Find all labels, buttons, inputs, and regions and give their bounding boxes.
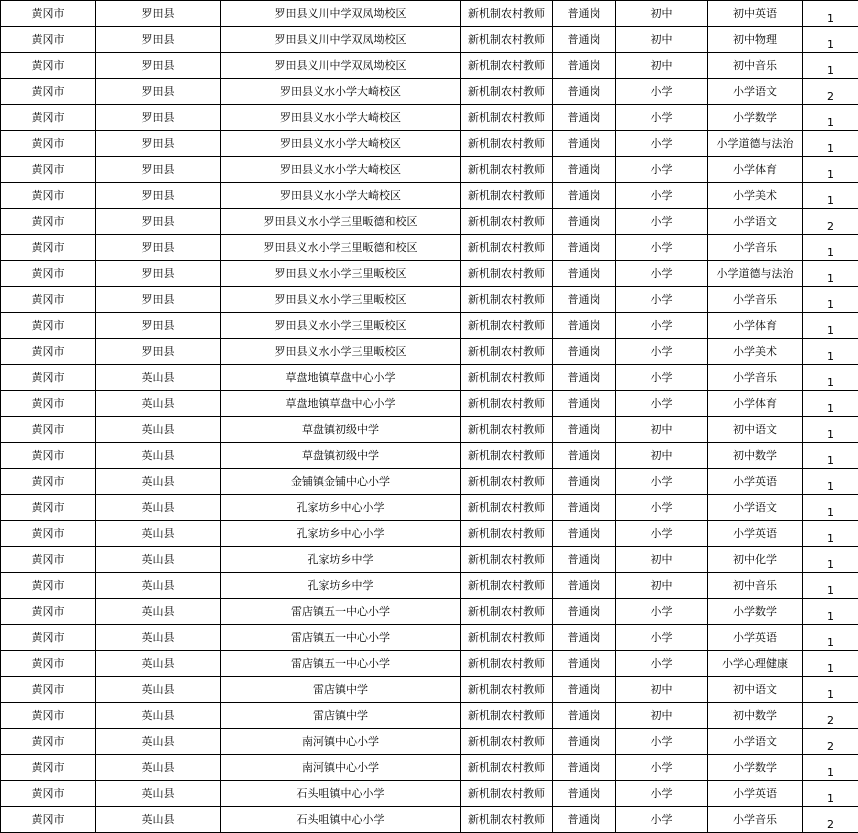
city-cell[interactable]: 黄冈市	[1, 755, 96, 781]
county-cell[interactable]: 罗田县	[96, 131, 221, 157]
post-type-cell[interactable]: 普通岗	[553, 391, 616, 417]
table-row	[1, 391, 858, 417]
program-cell[interactable]: 新机制农村教师	[461, 339, 553, 365]
program-cell[interactable]: 新机制农村教师	[461, 495, 553, 521]
city-cell[interactable]: 黄冈市	[1, 183, 96, 209]
level-cell[interactable]: 初中	[616, 1, 708, 27]
post-type-cell[interactable]: 普通岗	[553, 27, 616, 53]
subject-cell[interactable]: 小学美术	[708, 339, 803, 365]
level-cell[interactable]: 小学	[616, 209, 708, 235]
count-cell[interactable]: 1	[803, 781, 858, 807]
post-type-cell[interactable]: 普通岗	[553, 625, 616, 651]
program-cell[interactable]: 新机制农村教师	[461, 79, 553, 105]
school-cell[interactable]: 罗田县义川中学双凤坳校区	[221, 53, 461, 79]
subject-cell[interactable]: 小学体育	[708, 391, 803, 417]
county-cell[interactable]: 英山县	[96, 521, 221, 547]
school-cell[interactable]: 罗田县义水小学大崎校区	[221, 157, 461, 183]
count-cell[interactable]: 1	[803, 599, 858, 625]
city-cell[interactable]: 黄冈市	[1, 209, 96, 235]
post-type-cell[interactable]: 普通岗	[553, 495, 616, 521]
count-cell[interactable]: 2	[803, 807, 858, 833]
table-row	[1, 339, 858, 365]
level-cell[interactable]: 小学	[616, 651, 708, 677]
city-cell[interactable]: 黄冈市	[1, 79, 96, 105]
post-type-cell[interactable]: 普通岗	[553, 729, 616, 755]
city-cell[interactable]: 黄冈市	[1, 287, 96, 313]
table-row	[1, 651, 858, 677]
level-cell[interactable]: 小学	[616, 235, 708, 261]
county-cell[interactable]: 罗田县	[96, 157, 221, 183]
table-row	[1, 469, 858, 495]
level-cell[interactable]: 小学	[616, 157, 708, 183]
count-cell[interactable]: 1	[803, 261, 858, 287]
post-type-cell[interactable]: 普通岗	[553, 183, 616, 209]
city-cell[interactable]: 黄冈市	[1, 651, 96, 677]
subject-cell[interactable]: 小学音乐	[708, 287, 803, 313]
county-cell[interactable]: 英山县	[96, 469, 221, 495]
program-cell[interactable]: 新机制农村教师	[461, 131, 553, 157]
subject-cell[interactable]: 小学体育	[708, 157, 803, 183]
city-cell[interactable]: 黄冈市	[1, 261, 96, 287]
school-cell[interactable]: 草盘镇初级中学	[221, 417, 461, 443]
county-cell[interactable]: 英山县	[96, 573, 221, 599]
subject-cell[interactable]: 小学英语	[708, 625, 803, 651]
post-type-cell[interactable]: 普通岗	[553, 209, 616, 235]
table-body	[1, 1, 858, 833]
school-cell[interactable]: 孔家坊乡中心小学	[221, 521, 461, 547]
table-row	[1, 781, 858, 807]
city-cell[interactable]: 黄冈市	[1, 781, 96, 807]
county-cell[interactable]: 罗田县	[96, 183, 221, 209]
city-cell[interactable]: 黄冈市	[1, 27, 96, 53]
program-cell[interactable]: 新机制农村教师	[461, 53, 553, 79]
post-type-cell[interactable]: 普通岗	[553, 651, 616, 677]
count-cell[interactable]: 1	[803, 313, 858, 339]
level-cell[interactable]: 小学	[616, 495, 708, 521]
level-cell[interactable]: 小学	[616, 755, 708, 781]
county-cell[interactable]: 罗田县	[96, 235, 221, 261]
subject-cell[interactable]: 小学数学	[708, 599, 803, 625]
post-type-cell[interactable]: 普通岗	[553, 755, 616, 781]
level-cell[interactable]: 初中	[616, 417, 708, 443]
subject-cell[interactable]: 小学英语	[708, 469, 803, 495]
table-row	[1, 79, 858, 105]
post-type-cell[interactable]: 普通岗	[553, 365, 616, 391]
city-cell[interactable]: 黄冈市	[1, 53, 96, 79]
school-cell[interactable]: 罗田县义水小学三里畈校区	[221, 339, 461, 365]
table-row	[1, 27, 858, 53]
program-cell[interactable]: 新机制农村教师	[461, 391, 553, 417]
school-cell[interactable]: 雷店镇中学	[221, 677, 461, 703]
level-cell[interactable]: 小学	[616, 729, 708, 755]
subject-cell[interactable]: 小学数学	[708, 105, 803, 131]
count-cell[interactable]: 1	[803, 235, 858, 261]
county-cell[interactable]: 罗田县	[96, 1, 221, 27]
table-row	[1, 1, 858, 27]
count-cell[interactable]: 1	[803, 755, 858, 781]
city-cell[interactable]: 黄冈市	[1, 469, 96, 495]
subject-cell[interactable]: 小学心理健康	[708, 651, 803, 677]
city-cell[interactable]: 黄冈市	[1, 365, 96, 391]
county-cell[interactable]: 英山县	[96, 417, 221, 443]
level-cell[interactable]: 初中	[616, 443, 708, 469]
county-cell[interactable]: 英山县	[96, 443, 221, 469]
table-row	[1, 287, 858, 313]
count-cell[interactable]: 1	[803, 651, 858, 677]
count-cell[interactable]: 2	[803, 79, 858, 105]
program-cell[interactable]: 新机制农村教师	[461, 287, 553, 313]
post-type-cell[interactable]: 普通岗	[553, 677, 616, 703]
subject-cell[interactable]: 初中语文	[708, 417, 803, 443]
post-type-cell[interactable]: 普通岗	[553, 53, 616, 79]
school-cell[interactable]: 孔家坊乡中学	[221, 547, 461, 573]
subject-cell[interactable]: 小学美术	[708, 183, 803, 209]
school-cell[interactable]: 雷店镇中学	[221, 703, 461, 729]
level-cell[interactable]: 初中	[616, 677, 708, 703]
county-cell[interactable]: 罗田县	[96, 209, 221, 235]
program-cell[interactable]: 新机制农村教师	[461, 209, 553, 235]
county-cell[interactable]: 英山县	[96, 599, 221, 625]
program-cell[interactable]: 新机制农村教师	[461, 703, 553, 729]
subject-cell[interactable]: 小学语文	[708, 209, 803, 235]
subject-cell[interactable]: 小学道德与法治	[708, 131, 803, 157]
table-row	[1, 261, 858, 287]
subject-cell[interactable]: 小学数学	[708, 755, 803, 781]
post-type-cell[interactable]: 普通岗	[553, 79, 616, 105]
city-cell[interactable]: 黄冈市	[1, 547, 96, 573]
subject-cell[interactable]: 初中音乐	[708, 53, 803, 79]
county-cell[interactable]: 罗田县	[96, 27, 221, 53]
count-cell[interactable]: 1	[803, 625, 858, 651]
post-type-cell[interactable]: 普通岗	[553, 261, 616, 287]
subject-cell[interactable]: 小学体育	[708, 313, 803, 339]
county-cell[interactable]: 罗田县	[96, 105, 221, 131]
school-cell[interactable]: 南河镇中心小学	[221, 729, 461, 755]
post-type-cell[interactable]: 普通岗	[553, 313, 616, 339]
post-type-cell[interactable]: 普通岗	[553, 287, 616, 313]
subject-cell[interactable]: 初中音乐	[708, 573, 803, 599]
level-cell[interactable]: 小学	[616, 105, 708, 131]
table-row	[1, 703, 858, 729]
county-cell[interactable]: 英山县	[96, 755, 221, 781]
count-cell[interactable]: 1	[803, 339, 858, 365]
city-cell[interactable]: 黄冈市	[1, 625, 96, 651]
table-row	[1, 131, 858, 157]
county-cell[interactable]: 英山县	[96, 495, 221, 521]
count-cell[interactable]: 1	[803, 547, 858, 573]
post-type-cell[interactable]: 普通岗	[553, 781, 616, 807]
post-type-cell[interactable]: 普通岗	[553, 703, 616, 729]
table-row	[1, 417, 858, 443]
city-cell[interactable]: 黄冈市	[1, 729, 96, 755]
level-cell[interactable]: 初中	[616, 547, 708, 573]
subject-cell[interactable]: 小学音乐	[708, 235, 803, 261]
school-cell[interactable]: 石头咀镇中心小学	[221, 807, 461, 833]
school-cell[interactable]: 罗田县义水小学三里畈校区	[221, 287, 461, 313]
level-cell[interactable]: 小学	[616, 469, 708, 495]
level-cell[interactable]: 小学	[616, 391, 708, 417]
post-type-cell[interactable]: 普通岗	[553, 1, 616, 27]
school-cell[interactable]: 罗田县义水小学三里畈校区	[221, 313, 461, 339]
count-cell[interactable]: 1	[803, 521, 858, 547]
subject-cell[interactable]: 小学英语	[708, 521, 803, 547]
program-cell[interactable]: 新机制农村教师	[461, 807, 553, 833]
count-cell[interactable]: 1	[803, 391, 858, 417]
city-cell[interactable]: 黄冈市	[1, 573, 96, 599]
table-row	[1, 157, 858, 183]
program-cell[interactable]: 新机制农村教师	[461, 677, 553, 703]
program-cell[interactable]: 新机制农村教师	[461, 365, 553, 391]
program-cell[interactable]: 新机制农村教师	[461, 755, 553, 781]
table-row	[1, 521, 858, 547]
school-cell[interactable]: 罗田县义水小学三里畈校区	[221, 261, 461, 287]
program-cell[interactable]: 新机制农村教师	[461, 729, 553, 755]
program-cell[interactable]: 新机制农村教师	[461, 443, 553, 469]
level-cell[interactable]: 小学	[616, 599, 708, 625]
count-cell[interactable]: 1	[803, 131, 858, 157]
count-cell[interactable]: 1	[803, 53, 858, 79]
level-cell[interactable]: 小学	[616, 625, 708, 651]
program-cell[interactable]: 新机制农村教师	[461, 469, 553, 495]
program-cell[interactable]: 新机制农村教师	[461, 625, 553, 651]
table-row	[1, 313, 858, 339]
post-type-cell[interactable]: 普通岗	[553, 469, 616, 495]
table-row	[1, 105, 858, 131]
county-cell[interactable]: 罗田县	[96, 287, 221, 313]
city-cell[interactable]: 黄冈市	[1, 677, 96, 703]
school-cell[interactable]: 罗田县义水小学三里畈德和校区	[221, 235, 461, 261]
count-cell[interactable]: 1	[803, 287, 858, 313]
school-cell[interactable]: 草盘地镇草盘中心小学	[221, 391, 461, 417]
county-cell[interactable]: 英山县	[96, 547, 221, 573]
table-row	[1, 677, 858, 703]
count-cell[interactable]: 1	[803, 365, 858, 391]
level-cell[interactable]: 小学	[616, 131, 708, 157]
school-cell[interactable]: 罗田县义水小学大崎校区	[221, 105, 461, 131]
subject-cell[interactable]: 初中语文	[708, 677, 803, 703]
level-cell[interactable]: 初中	[616, 573, 708, 599]
county-cell[interactable]: 英山县	[96, 677, 221, 703]
count-cell[interactable]: 1	[803, 443, 858, 469]
school-cell[interactable]: 草盘镇初级中学	[221, 443, 461, 469]
subject-cell[interactable]: 初中英语	[708, 1, 803, 27]
school-cell[interactable]: 罗田县义水小学大崎校区	[221, 131, 461, 157]
table-row	[1, 625, 858, 651]
program-cell[interactable]: 新机制农村教师	[461, 105, 553, 131]
school-cell[interactable]: 石头咀镇中心小学	[221, 781, 461, 807]
count-cell[interactable]: 1	[803, 469, 858, 495]
count-cell[interactable]: 1	[803, 677, 858, 703]
county-cell[interactable]: 英山县	[96, 625, 221, 651]
program-cell[interactable]: 新机制农村教师	[461, 573, 553, 599]
post-type-cell[interactable]: 普通岗	[553, 573, 616, 599]
school-cell[interactable]: 罗田县义川中学双凤坳校区	[221, 27, 461, 53]
level-cell[interactable]: 小学	[616, 365, 708, 391]
post-type-cell[interactable]: 普通岗	[553, 807, 616, 833]
subject-cell[interactable]: 初中物理	[708, 27, 803, 53]
school-cell[interactable]: 雷店镇五一中心小学	[221, 625, 461, 651]
table-row	[1, 183, 858, 209]
table-row	[1, 365, 858, 391]
level-cell[interactable]: 小学	[616, 781, 708, 807]
table-row	[1, 807, 858, 833]
post-type-cell[interactable]: 普通岗	[553, 417, 616, 443]
county-cell[interactable]: 罗田县	[96, 339, 221, 365]
school-cell[interactable]: 雷店镇五一中心小学	[221, 599, 461, 625]
city-cell[interactable]: 黄冈市	[1, 235, 96, 261]
program-cell[interactable]: 新机制农村教师	[461, 1, 553, 27]
county-cell[interactable]: 罗田县	[96, 53, 221, 79]
table-row	[1, 443, 858, 469]
count-cell[interactable]: 2	[803, 703, 858, 729]
level-cell[interactable]: 初中	[616, 53, 708, 79]
program-cell[interactable]: 新机制农村教师	[461, 313, 553, 339]
count-cell[interactable]: 1	[803, 495, 858, 521]
count-cell[interactable]: 1	[803, 183, 858, 209]
count-cell[interactable]: 1	[803, 417, 858, 443]
count-cell[interactable]: 1	[803, 1, 858, 27]
level-cell[interactable]: 小学	[616, 807, 708, 833]
subject-cell[interactable]: 小学音乐	[708, 807, 803, 833]
school-cell[interactable]: 孔家坊乡中学	[221, 573, 461, 599]
city-cell[interactable]: 黄冈市	[1, 599, 96, 625]
city-cell[interactable]: 黄冈市	[1, 417, 96, 443]
county-cell[interactable]: 英山县	[96, 391, 221, 417]
subject-cell[interactable]: 小学语文	[708, 495, 803, 521]
county-cell[interactable]: 英山县	[96, 651, 221, 677]
subject-cell[interactable]: 小学英语	[708, 781, 803, 807]
subject-cell[interactable]: 小学语文	[708, 729, 803, 755]
subject-cell[interactable]: 小学音乐	[708, 365, 803, 391]
county-cell[interactable]: 英山县	[96, 365, 221, 391]
post-type-cell[interactable]: 普通岗	[553, 547, 616, 573]
city-cell[interactable]: 黄冈市	[1, 105, 96, 131]
school-cell[interactable]: 罗田县义水小学三里畈德和校区	[221, 209, 461, 235]
table-row	[1, 599, 858, 625]
city-cell[interactable]: 黄冈市	[1, 807, 96, 833]
post-type-cell[interactable]: 普通岗	[553, 521, 616, 547]
program-cell[interactable]: 新机制农村教师	[461, 183, 553, 209]
post-type-cell[interactable]: 普通岗	[553, 599, 616, 625]
table-row	[1, 729, 858, 755]
table-row	[1, 573, 858, 599]
level-cell[interactable]: 初中	[616, 27, 708, 53]
city-cell[interactable]: 黄冈市	[1, 443, 96, 469]
count-cell[interactable]: 1	[803, 27, 858, 53]
school-cell[interactable]: 草盘地镇草盘中心小学	[221, 365, 461, 391]
level-cell[interactable]: 小学	[616, 339, 708, 365]
level-cell[interactable]: 小学	[616, 313, 708, 339]
table-row	[1, 209, 858, 235]
table-row	[1, 755, 858, 781]
program-cell[interactable]: 新机制农村教师	[461, 521, 553, 547]
post-type-cell[interactable]: 普通岗	[553, 105, 616, 131]
program-cell[interactable]: 新机制农村教师	[461, 599, 553, 625]
program-cell[interactable]: 新机制农村教师	[461, 27, 553, 53]
city-cell[interactable]: 黄冈市	[1, 339, 96, 365]
program-cell[interactable]: 新机制农村教师	[461, 157, 553, 183]
post-type-cell[interactable]: 普通岗	[553, 131, 616, 157]
city-cell[interactable]: 黄冈市	[1, 521, 96, 547]
school-cell[interactable]: 南河镇中心小学	[221, 755, 461, 781]
subject-cell[interactable]: 初中化学	[708, 547, 803, 573]
program-cell[interactable]: 新机制农村教师	[461, 781, 553, 807]
program-cell[interactable]: 新机制农村教师	[461, 235, 553, 261]
county-cell[interactable]: 英山县	[96, 729, 221, 755]
county-cell[interactable]: 罗田县	[96, 261, 221, 287]
post-type-cell[interactable]: 普通岗	[553, 339, 616, 365]
table-row	[1, 235, 858, 261]
table-row	[1, 53, 858, 79]
subject-cell[interactable]: 小学语文	[708, 79, 803, 105]
city-cell[interactable]: 黄冈市	[1, 1, 96, 27]
count-cell[interactable]: 1	[803, 157, 858, 183]
city-cell[interactable]: 黄冈市	[1, 495, 96, 521]
level-cell[interactable]: 小学	[616, 287, 708, 313]
city-cell[interactable]: 黄冈市	[1, 703, 96, 729]
table-row	[1, 547, 858, 573]
school-cell[interactable]: 罗田县义水小学大崎校区	[221, 79, 461, 105]
school-cell[interactable]: 金铺镇金铺中心小学	[221, 469, 461, 495]
level-cell[interactable]: 小学	[616, 183, 708, 209]
school-cell[interactable]: 罗田县义川中学双凤坳校区	[221, 1, 461, 27]
subject-cell[interactable]: 初中数学	[708, 443, 803, 469]
program-cell[interactable]: 新机制农村教师	[461, 261, 553, 287]
program-cell[interactable]: 新机制农村教师	[461, 547, 553, 573]
level-cell[interactable]: 初中	[616, 703, 708, 729]
school-cell[interactable]: 孔家坊乡中心小学	[221, 495, 461, 521]
subject-cell[interactable]: 初中数学	[708, 703, 803, 729]
city-cell[interactable]: 黄冈市	[1, 157, 96, 183]
count-cell[interactable]: 1	[803, 105, 858, 131]
count-cell[interactable]: 2	[803, 729, 858, 755]
county-cell[interactable]: 英山县	[96, 807, 221, 833]
post-type-cell[interactable]: 普通岗	[553, 157, 616, 183]
post-type-cell[interactable]: 普通岗	[553, 443, 616, 469]
count-cell[interactable]: 1	[803, 573, 858, 599]
city-cell[interactable]: 黄冈市	[1, 313, 96, 339]
level-cell[interactable]: 小学	[616, 521, 708, 547]
post-type-cell[interactable]: 普通岗	[553, 235, 616, 261]
subject-cell[interactable]: 小学道德与法治	[708, 261, 803, 287]
city-cell[interactable]: 黄冈市	[1, 391, 96, 417]
county-cell[interactable]: 罗田县	[96, 79, 221, 105]
program-cell[interactable]: 新机制农村教师	[461, 417, 553, 443]
level-cell[interactable]: 小学	[616, 79, 708, 105]
county-cell[interactable]: 罗田县	[96, 313, 221, 339]
county-cell[interactable]: 英山县	[96, 781, 221, 807]
school-cell[interactable]: 雷店镇五一中心小学	[221, 651, 461, 677]
count-cell[interactable]: 2	[803, 209, 858, 235]
program-cell[interactable]: 新机制农村教师	[461, 651, 553, 677]
school-cell[interactable]: 罗田县义水小学大崎校区	[221, 183, 461, 209]
level-cell[interactable]: 小学	[616, 261, 708, 287]
city-cell[interactable]: 黄冈市	[1, 131, 96, 157]
county-cell[interactable]: 英山县	[96, 703, 221, 729]
table-row	[1, 495, 858, 521]
